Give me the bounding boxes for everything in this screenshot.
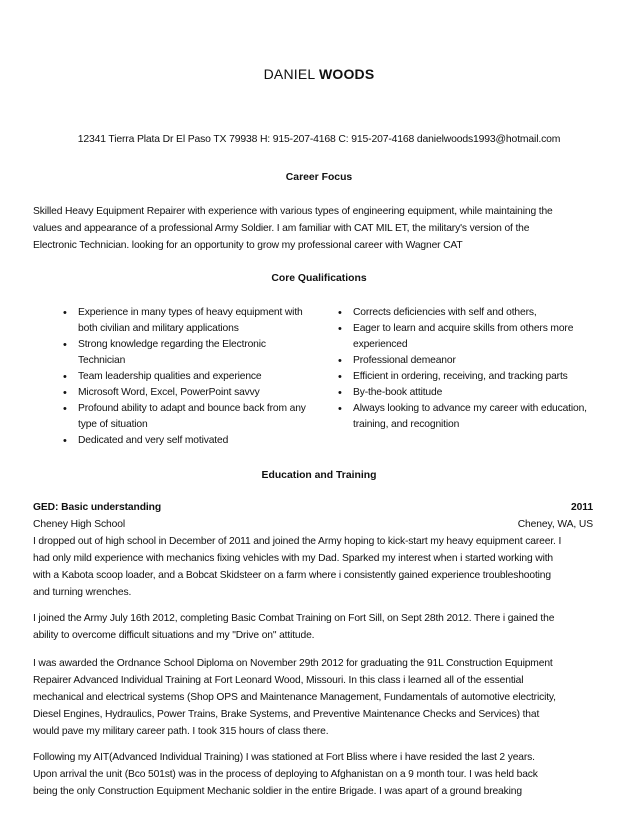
text-line: mechanical and electrical systems (Shop OPS and Maintenance Management, Fundamentals of automotive electricity,	[33, 692, 556, 703]
bullet-icon: •	[63, 435, 67, 447]
last-name: WOODS	[318, 66, 375, 82]
career-focus-title: Career Focus	[285, 172, 353, 183]
list-item: • Always looking to advance my career with education, training, and recognition	[338, 403, 587, 430]
school-location: Cheney, WA, US	[517, 519, 593, 530]
bullet-icon: •	[63, 371, 67, 383]
school-row	[33, 519, 593, 530]
first-name: DANIEL	[263, 66, 315, 82]
text-line: would pave my military career path. I took 315 hours of class there.	[33, 726, 329, 737]
text-line: Electronic Technician. looking for an opportunity to grow my professional career with Wagner CAT	[33, 240, 463, 251]
degree-detail: : Basic understanding	[55, 502, 162, 513]
bullet-icon: •	[338, 371, 342, 383]
text-line: values and appearance of a professional Army Soldier. I am familiar with CAT MIL ET, the military's version of the	[33, 223, 530, 234]
bullet-icon: •	[63, 307, 67, 319]
bullet-icon: •	[338, 387, 342, 399]
bullet-icon: •	[63, 387, 67, 399]
list-item: • Profound ability to adapt and bounce back from any type of situation	[63, 403, 306, 430]
text-line: and turning wrenches.	[33, 587, 132, 598]
bullet-icon: •	[338, 355, 342, 367]
candidate-name	[0, 66, 638, 82]
core-qualifications-title: Core Qualifications	[271, 273, 367, 284]
text-line: with a Kabota scoop loader, and a Bobcat Skidsteer on a farm where i consistently gained experience troubleshooting	[33, 570, 551, 581]
list-item: • By-the-book attitude	[338, 387, 443, 399]
text-line: had only mild experience with mechanics fixing vehicles with my Dad. Sparked my interest when i started working with	[33, 553, 553, 564]
text-line: Skilled Heavy Equipment Repairer with experience with various types of engineering equipment, while maintaining the	[33, 206, 553, 217]
text-line: Diesel Engines, Hydraulics, Power Trains, Brake Systems, and Preventive Maintenance Checks and Services) that	[33, 709, 540, 720]
bullet-icon: •	[338, 323, 342, 335]
list-item: • Team leadership qualities and experience	[63, 371, 262, 383]
bullet-icon: •	[63, 339, 67, 351]
education-paragraph-4	[33, 749, 605, 800]
education-paragraph-1	[33, 533, 605, 601]
bullet-icon: •	[338, 307, 342, 319]
list-item: • Corrects deficiencies with self and others,	[338, 307, 537, 319]
bullet-icon: •	[63, 403, 67, 415]
list-item: • Microsoft Word, Excel, PowerPoint savvy	[63, 387, 260, 399]
education-title: Education and Training	[261, 470, 377, 481]
list-item: • Dedicated and very self motivated	[63, 435, 229, 447]
text-line: I dropped out of high school in December of 2011 and joined the Army hoping to kick-start my heavy equipment career. I	[33, 536, 562, 547]
education-paragraph-2	[33, 610, 605, 644]
career-focus-text	[33, 203, 605, 254]
text-line: Upon arrival the unit (Bco 501st) was in the process of deploying to Afghanistan on a 9 month tour. I was held back	[33, 769, 538, 780]
text-line: being the only Construction Equipment Mechanic soldier in the entire Brigade. I was apart of a ground breaking	[33, 786, 522, 797]
school-name: Cheney High School	[33, 519, 126, 530]
list-item: • Experience in many types of heavy equipment with both civilian and military applications	[63, 307, 303, 334]
list-item: • Strong knowledge regarding the Electronic Technician	[63, 339, 266, 366]
bullet-icon: •	[338, 403, 342, 415]
degree-row	[33, 502, 593, 513]
text-line: I joined the Army July 16th 2012, completing Basic Combat Training on Fort Sill, on Sept 28th 2012. There i gained the	[33, 613, 555, 624]
list-item: • Efficient in ordering, receiving, and tracking parts	[338, 371, 568, 383]
text-line: I was awarded the Ordnance School Diploma on November 29th 2012 for graduating the 91L Construction Equipment	[33, 658, 553, 669]
text-line: Following my AIT(Advanced Individual Training) I was stationed at Fort Bliss where i have resided the last 2 years.	[33, 752, 535, 763]
degree: GED: Basic understanding	[33, 502, 162, 513]
text-line: Repairer Advanced Individual Training at Fort Leonard Wood, Missouri. In this class i learned all of the essential	[33, 675, 524, 686]
contact-line: 12341 Tierra Plata Dr El Paso TX 79938 H: 915-207-4168 C: 915-207-4168 danielwoods1993@hotmail.com	[77, 134, 561, 145]
qualifications-left-list	[63, 305, 328, 449]
text-line: ability to overcome difficult situations and my "Drive on" attitude.	[33, 630, 315, 641]
education-paragraph-3	[33, 655, 605, 740]
qualifications-right-list	[338, 305, 608, 433]
degree-year: 2011	[571, 502, 593, 513]
list-item: • Professional demeanor	[338, 355, 456, 367]
list-item: • Eager to learn and acquire skills from others more experienced	[338, 323, 574, 350]
